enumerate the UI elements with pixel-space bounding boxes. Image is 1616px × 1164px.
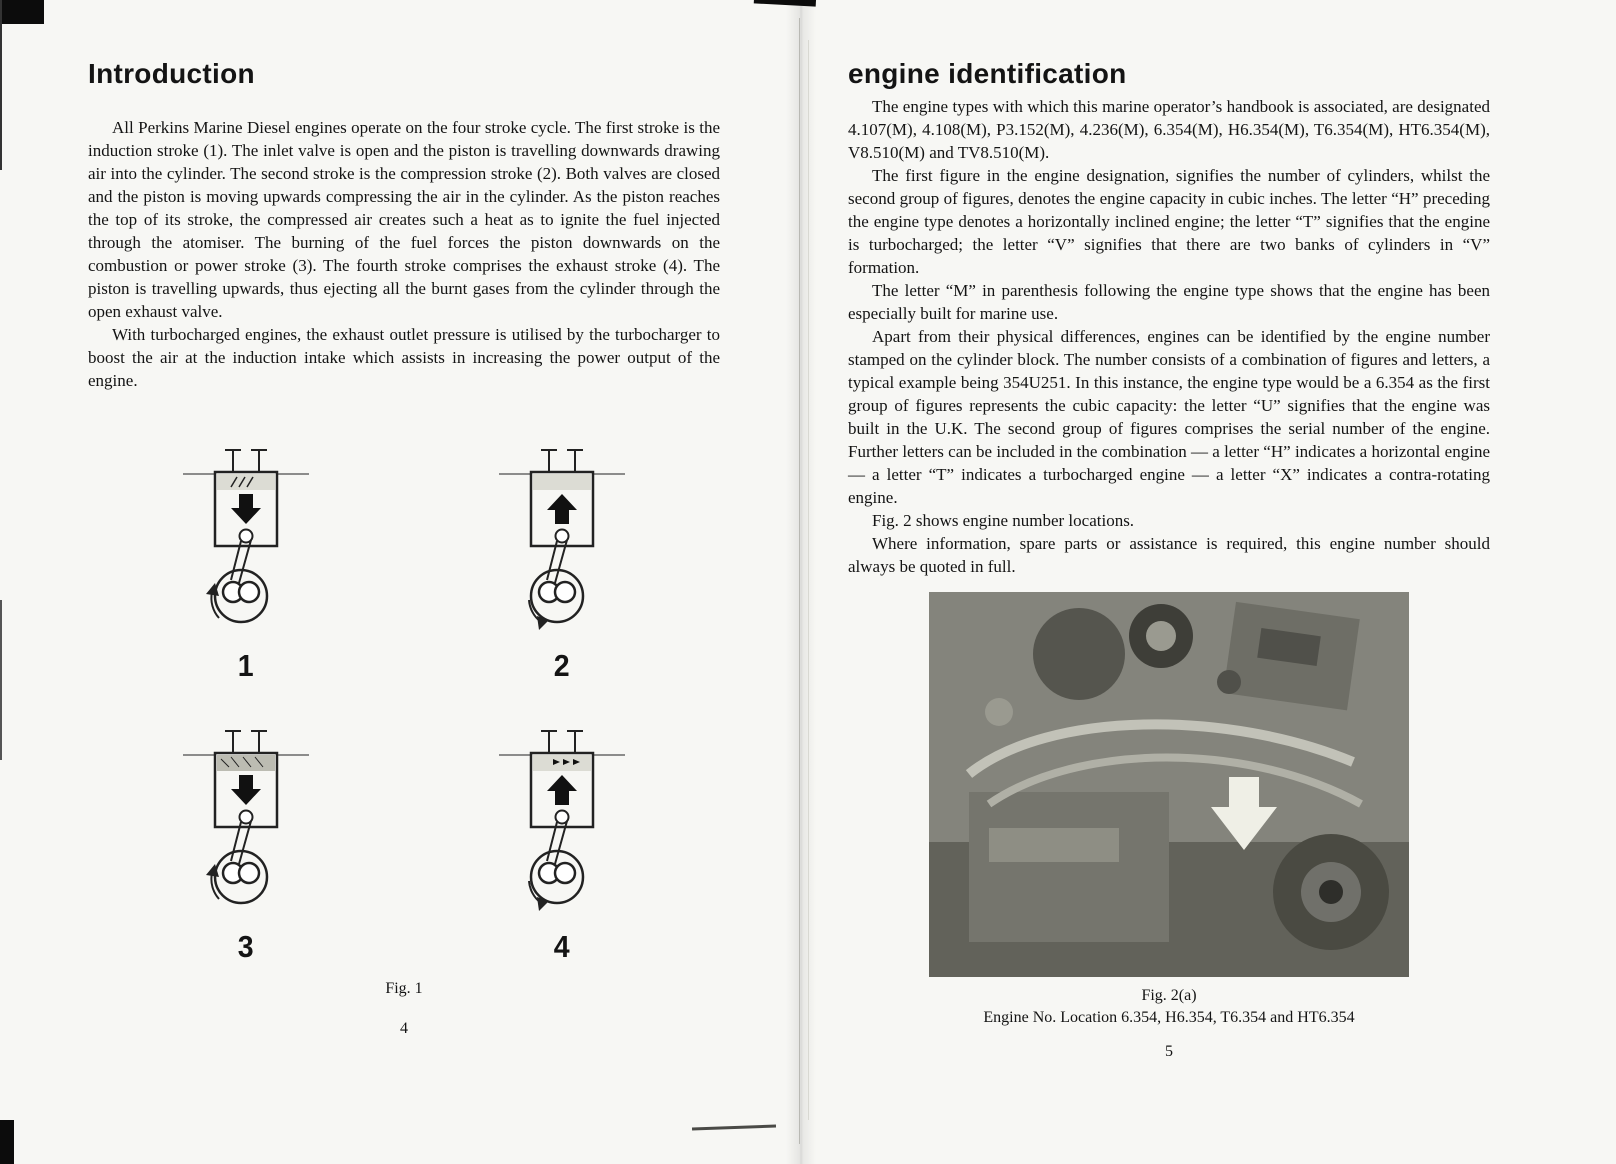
engine-id-paragraph-2: The first figure in the engine designation, signifies the number of cylinders, whilst the second group of figures, denotes the engine capacity in cubic inches. The letter “H” preceding the engine type denotes a horizontally inclined engine; the letter “T” signifies that the engine is turbocharged; the letter “V” signifies that there are two banks of cylinders in “V” formation. [848,166,1490,277]
intro-paragraph-1: All Perkins Marine Diesel engines operate on the four stroke cycle. The first stroke is the induction stroke (1). The inlet valve is open and the piston is travelling downwards drawing air into the cylinder. The second stroke is the compression stroke (2). Both valves are closed and the piston is moving upwards compressing the air in the cylinder. As the piston reaches the top of its stroke, the compressed air creates such a heat as to ignite the fuel injected through the atomiser. The burning of the fuel forces the piston downwards on the combustion or power stroke (3). The fourth stroke comprises the exhaust stroke (4). The piston is travelling upwards, thus ejecting all the burnt gases from the cylinder through the open exhaust valve. [88,118,720,321]
scan-artifact-top-left [0,0,44,24]
fig2-caption-line2: Engine No. Location 6.354, H6.354, T6.354 and HT6.354 [983,1009,1355,1026]
engine-id-paragraph-5: Fig. 2 shows engine number locations. [872,511,1135,530]
scan-artifact-bottom-center [692,1125,776,1131]
right-page-title: engine identification [848,58,1127,89]
diagram-label-3: 3 [238,929,254,964]
scan-edge-line-mid [0,600,2,760]
left-page-number: 4 [400,1020,408,1037]
piston-diagram-4-drawing [497,725,627,925]
engine-photo-block [929,592,1409,1029]
left-page [88,58,720,1038]
engine-id-paragraph-3: The letter “M” in parenthesis following the engine type shows that the engine has been especially built for marine use. [848,281,1490,323]
piston-diagram-3-drawing [181,725,311,925]
piston-diagram-exhaust [497,725,627,962]
engine-id-paragraph-1: The engine types with which this marine operator’s handbook is associated, are designated 4.107(M), 4.108(M), P3.152(M), 4.236(M), 6.354(M), H6.354(M), T6.354(M), HT6.354(M), V8.510(M) and TV8.510(M). [848,97,1490,162]
right-page-number: 5 [1165,1043,1173,1060]
scan-artifact-bottom-left [0,1120,14,1164]
scan-edge-line-top [0,0,2,170]
engine-id-paragraph-6: Where information, spare parts or assistance is required, this engine number should always be quoted in full. [848,534,1490,576]
fig1-caption: Fig. 1 [385,980,423,997]
fig2-caption-line1: Fig. 2(a) [1141,987,1197,1004]
right-page [848,58,1490,1061]
diagram-label-4: 4 [554,929,570,964]
diagram-label-2: 2 [554,648,570,683]
engine-photo [929,592,1409,977]
page-fold-line [799,18,800,1144]
piston-diagram-induction [181,444,311,681]
left-page-title: Introduction [88,58,255,89]
engine-id-paragraph-4: Apart from their physical differences, engines can be identified by the engine number stamped on the cylinder block. The number consists of a combination of figures and letters, a typical example being 354U251. In this instance, the engine type would be a 6.354 as the first group of figures represents the cubic capacity: the letter “U” signifies that the engine was built in the U.K. The second group of figures comprises the serial number of the engine. Further letters can be included in the combination — a letter “H” indicates a horizontal engine — a letter “T” indicates a turbocharged engine — a letter “X” indicates a contra-rotating engine. [848,327,1490,507]
piston-diagram-power [181,725,311,962]
piston-diagram-compression [497,444,627,681]
page-fold-shade [786,0,816,1164]
piston-diagram-2-drawing [497,444,627,644]
diagram-label-1: 1 [238,648,254,683]
intro-paragraph-2: With turbocharged engines, the exhaust outlet pressure is utilised by the turbocharger to boost the air at the induction intake which assists in increasing the power output of the engine. [88,325,720,390]
page-fold-line-2 [808,40,809,1120]
piston-diagram-1-drawing [181,444,311,644]
four-stroke-figure [88,444,720,962]
